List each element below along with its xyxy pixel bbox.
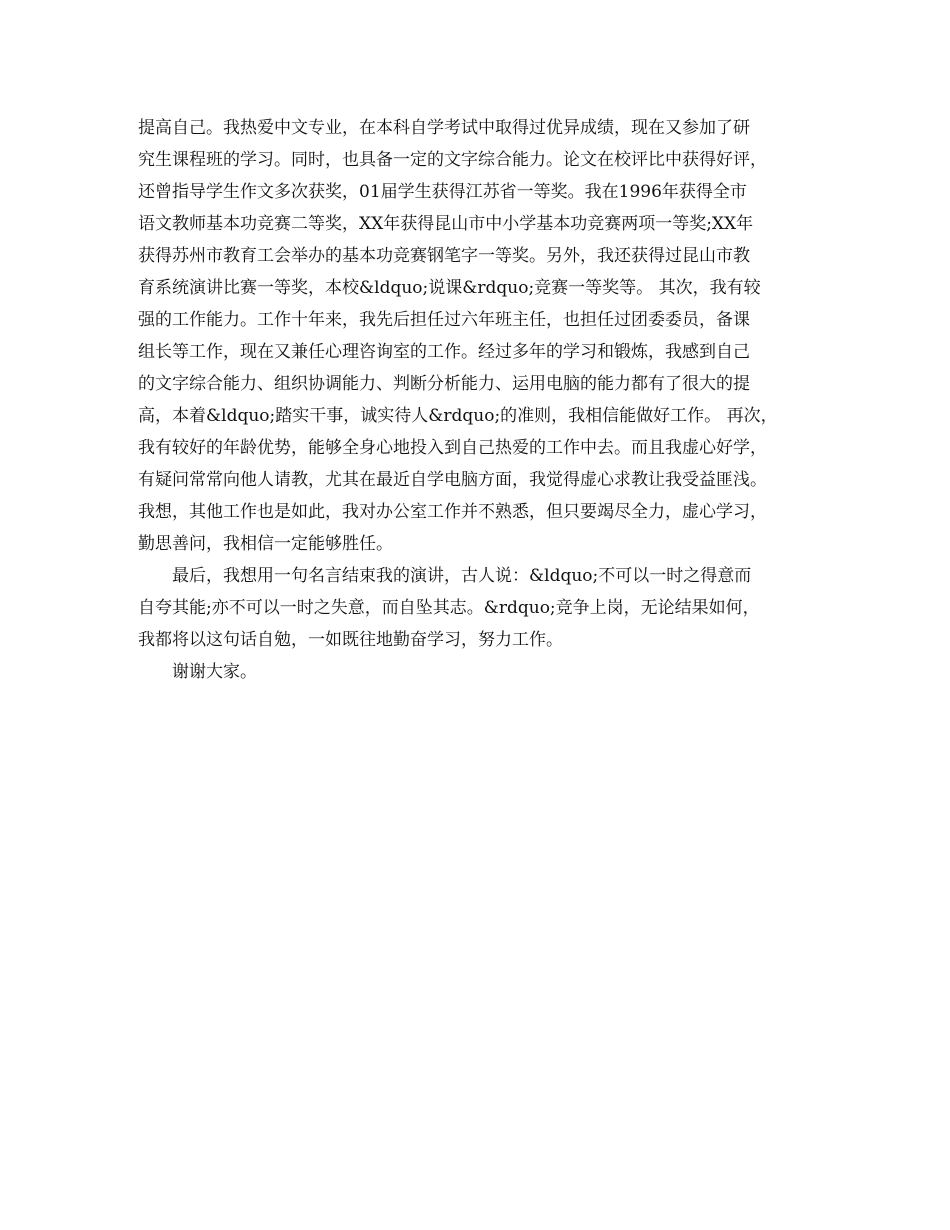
text-line: 组长等工作，现在又兼任心理咨询室的工作。经过多年的学习和锻炼，我感到自己 bbox=[138, 342, 750, 362]
paragraph-main bbox=[138, 112, 838, 560]
text-line: 获得苏州市教育工会举办的基本功竞赛钢笔字一等奖。另外，我还获得过昆山市教 bbox=[138, 246, 750, 266]
text-line: 谢谢大家。 bbox=[172, 662, 257, 682]
text-line: 我都将以这句话自勉，一如既往地勤奋学习，努力工作。 bbox=[138, 630, 563, 650]
text-line: 我有较好的年龄优势，能够全身心地投入到自己热爱的工作中去。而且我虚心好学， bbox=[138, 438, 767, 458]
text-line: 究生课程班的学习。同时，也具备一定的文字综合能力。论文在校评比中获得好评， bbox=[138, 150, 767, 170]
text-line: 语文教师基本功竞赛二等奖，XX年获得昆山市中小学基本功竞赛两项一等奖;XX年 bbox=[138, 214, 754, 234]
text-line: 强的工作能力。工作十年来，我先后担任过六年班主任，也担任过团委委员，备课 bbox=[138, 310, 750, 330]
text-line: 还曾指导学生作文多次获奖，01届学生获得江苏省一等奖。我在1996年获得全市 bbox=[138, 182, 747, 202]
paragraph-closing-quote bbox=[138, 560, 838, 656]
text-line: 育系统演讲比赛一等奖，本校&ldquo;说课&rdquo;竞赛一等奖等。 其次，我有较 bbox=[138, 278, 761, 298]
text-line: 我想，其他工作也是如此，我对办公室工作并不熟悉，但只要竭尽全力，虚心学习， bbox=[138, 502, 767, 522]
text-line: 高，本着&ldquo;踏实干事，诚实待人&rdquo;的准则，我相信能做好工作。 再次， bbox=[138, 406, 778, 426]
text-line: 有疑问常常向他人请教，尤其在最近自学电脑方面，我觉得虚心求教让我受益匪浅。 bbox=[138, 470, 767, 490]
text-line: 勤思善问，我相信一定能够胜任。 bbox=[138, 534, 393, 554]
paragraph-thanks bbox=[138, 656, 838, 688]
text-line: 最后，我想用一句名言结束我的演讲，古人说：&ldquo;不可以一时之得意而 bbox=[172, 566, 752, 586]
text-line: 自夸其能;亦不可以一时之失意，而自坠其志。&rdquo;竞争上岗，无论结果如何， bbox=[138, 598, 760, 618]
text-line: 提高自己。我热爱中文专业，在本科自学考试中取得过优异成绩，现在又参加了研 bbox=[138, 118, 750, 138]
document-body bbox=[138, 112, 838, 688]
text-line: 的文字综合能力、组织协调能力、判断分析能力、运用电脑的能力都有了很大的提 bbox=[138, 374, 750, 394]
